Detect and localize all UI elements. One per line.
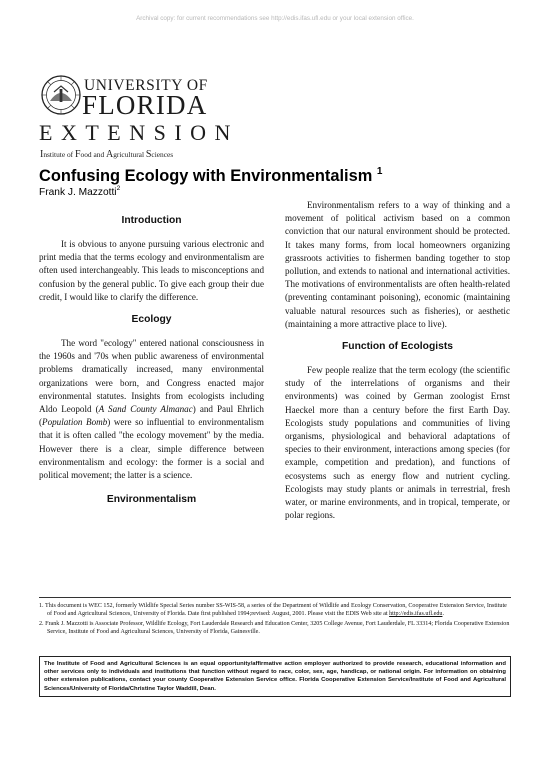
environmentalism-paragraph: Environmentalism refers to a way of thinking and a movement of political activism based on a common conviction that our natural environment should be protected. It takes many forms, from local homeowners organizing grassroots activities to fishermen banding together to stop pollution, and extends to national and international activities. The motivations of environmentalists are often health-related (preventing contaminant poisoning), economic (maintaining valuable natural resources such as fisheries), or aesthetic (maintaining a more attractive place to live). — [285, 200, 510, 329]
ecology-paragraph: The word "ecology" entered national consciousness in the 1960s and '70s when public awareness of environmental problems dramatically increased, many environmental organizations were born, and Congress enacted major environmental statutes. Insights from ecologists including Aldo Leopold (A Sand County Almanac) and Paul Ehrlich (Population Bomb) were so influential to environmentalism that it is often called "the ecology movement" by the media. However there is a clear, simple difference between environmentalism and ecology: the former is a social and political movement; the latter is a science. — [39, 338, 265, 481]
extension-wordmark: EXTENSION — [39, 120, 239, 145]
function-heading: Function of Ecologists — [342, 341, 453, 353]
footnote-divider — [39, 597, 511, 598]
ifas-line: Institute of Food and Agricultural Sciences — [40, 149, 174, 160]
introduction-paragraph: It is obvious to anyone pursuing various electronic and print media that the terms ecology and environmentalism are often used interchangeably. This leads to misconceptions and confusion by the general public. To give each group their due credit, I would like to clarify the difference. — [39, 239, 264, 302]
footnote-2: 2. Frank J. Mazzotti is Associate Professor, Wildlife Ecology, Fort Lauderdale Research and Education Center, 3205 College Avenue, Fort Lauderdale, FL 33314; Florida Cooperative Extension Service, Institute of Food and Agricultural Sciences, University of Florida, Gainesville. — [39, 620, 510, 635]
footnotes — [39, 602, 511, 637]
edis-link[interactable]: http://edis.ifas.ufl.edu — [389, 611, 443, 618]
disclaimer-box: The Institute of Food and Agricultural Sciences is an equal opportunity/affirmative action employer authorized to provide research, educational information and other services only to individuals and institutions that function without regard to race, color, sex, age, handicap, or national origin. For information on obtaining other extension publications, contact your county Cooperative Extension Service office. Florida Cooperative Extension Service/Institute of Food and Agricultural Sciences/University of Florida/Christine Taylor Waddill, Dean. — [39, 656, 511, 697]
florida-wordmark: FLORIDA — [82, 90, 208, 120]
function-paragraph: Few people realize that the term ecology (the scientific study of the interrelations of organisms and their environments) was coined by German zoologist Ernst Haeckel more than a century before the first Earth Day. Ecologists study populations and communities of living organisms, physiological and behavioral adaptations of species to their environment, interactions among species (for example, competition and predation), and functions of ecosystems such as energy flow and nutrient cycling. Ecologists may study plants or animals in terrestrial, fresh water, or marine environments, and in tropical, temperate, or polar regions. — [285, 365, 510, 521]
archive-note: Archival copy: for current recommendations see http://edis.ifas.ufl.edu or your local extension office. — [136, 15, 414, 22]
introduction-heading: Introduction — [121, 215, 182, 226]
university-of-text: UNIVERSITY OF — [84, 77, 208, 94]
title-footnote-mark: 1 — [376, 166, 383, 177]
page-title: Confusing Ecology with Environmentalism $^1$ — [39, 166, 383, 185]
left-column — [39, 212, 264, 506]
university-seal-icon — [41, 75, 81, 115]
footnote-1: 1. This document is WEC 152, formerly Wildlife Special Series number SS-WIS-58, a series of the Department of Wildlife and Ecology Conservation, Cooperative Extension Service, Institute of Food and Agricultural Sciences, University of Florida. Date first published 1994;revised: August, 2001. Please visit the EDIS Web site at http://edis.ifas.ufl.edu. — [39, 603, 507, 618]
author-line: Frank J. Mazzotti$^2$ — [39, 185, 121, 198]
right-column — [285, 199, 510, 522]
author-footnote-mark: 2 — [116, 185, 121, 192]
ecology-heading: Ecology — [131, 314, 172, 326]
environmentalism-heading: Environmentalism — [106, 494, 197, 506]
